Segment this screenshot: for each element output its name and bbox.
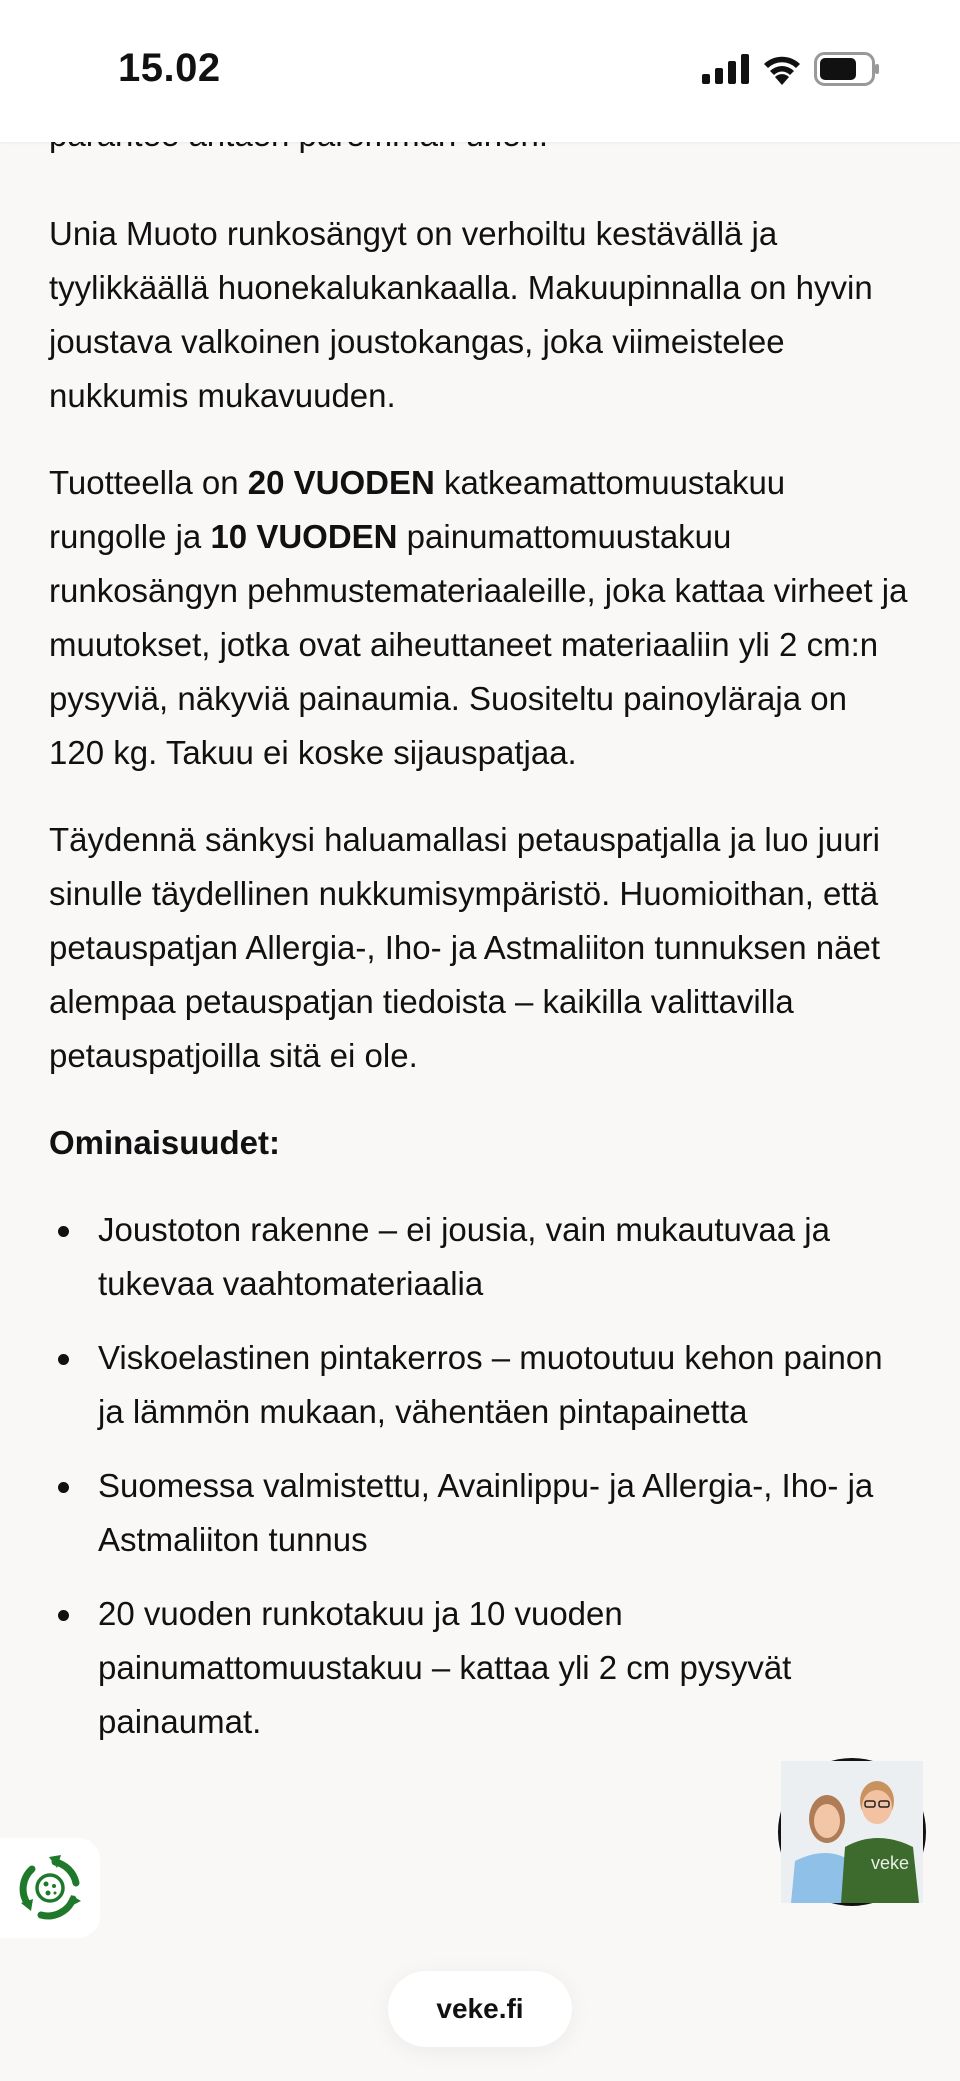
wifi-icon <box>762 53 802 85</box>
cellular-signal-icon <box>702 54 750 84</box>
url-bar[interactable]: veke.fi <box>388 1971 572 2047</box>
product-description <box>49 112 909 1769</box>
list-item: Viskoelastinen pintakerros – muotoutuu kehon painon ja lämmön mukaan, vähentäen pintapainetta <box>49 1331 909 1439</box>
paragraph-upholstery: Unia Muoto runkosängyt on verhoiltu kestävällä ja tyylikkäällä huonekalukankaalla. Makuupinnalla on hyvin joustava valkoinen joustokangas, joka viimeistelee nukkumis mukavuuden. <box>49 215 873 414</box>
warranty-padding-years: 10 VUODEN <box>210 518 398 555</box>
status-icons <box>702 52 880 86</box>
status-time: 15.02 <box>118 46 221 90</box>
list-item: Suomessa valmistettu, Avainlippu- ja Allergia-, Iho- ja Astmaliiton tunnus <box>49 1459 909 1567</box>
features-list <box>49 1203 909 1749</box>
support-team-photo-icon <box>781 1761 923 1903</box>
warranty-frame-years: 20 VUODEN <box>247 464 435 501</box>
eco-badge-button[interactable] <box>0 1838 100 1938</box>
list-item: 20 vuoden runkotakuu ja 10 vuoden painumattomuustakuu – kattaa yli 2 cm pysyvät painaumat. <box>49 1587 909 1749</box>
paragraph-warranty: Tuotteella on 20 VUODEN katkeamattomuustakuu rungolle ja 10 VUODEN painumattomuustakuu runkosängyn pehmustemateriaaleille, joka kattaa virheet ja muutokset, jotka ovat aiheuttaneet materiaaliin yli 2 cm:n pysyviä, näkyviä painaumia. Suositeltu painoyläraja on 120 kg. Takuu ei koske sijauspatjaa. <box>49 464 908 771</box>
status-bar <box>0 0 960 142</box>
paragraph-mattress-topper: Täydennä sänkysi haluamallasi petauspatjalla ja luo juuri sinulle täydellinen nukkumisympäristö. Huomioithan, että petauspatjan Allergia-, Iho- ja Astmaliiton tunnuksen näet alempaa petauspatjan tiedoista – kaikilla valittavilla petauspatjoilla sitä ei ole. <box>49 821 881 1074</box>
battery-icon <box>814 52 880 86</box>
chat-support-avatar-button[interactable] <box>778 1758 926 1906</box>
svg-text:veke: veke <box>871 1853 910 1873</box>
list-item: Joustoton rakenne – ei jousia, vain mukautuvaa ja tukevaa vaahtomateriaalia <box>49 1203 909 1311</box>
recycle-eco-icon <box>15 1853 85 1923</box>
features-heading: Ominaisuudet: <box>49 1124 281 1161</box>
